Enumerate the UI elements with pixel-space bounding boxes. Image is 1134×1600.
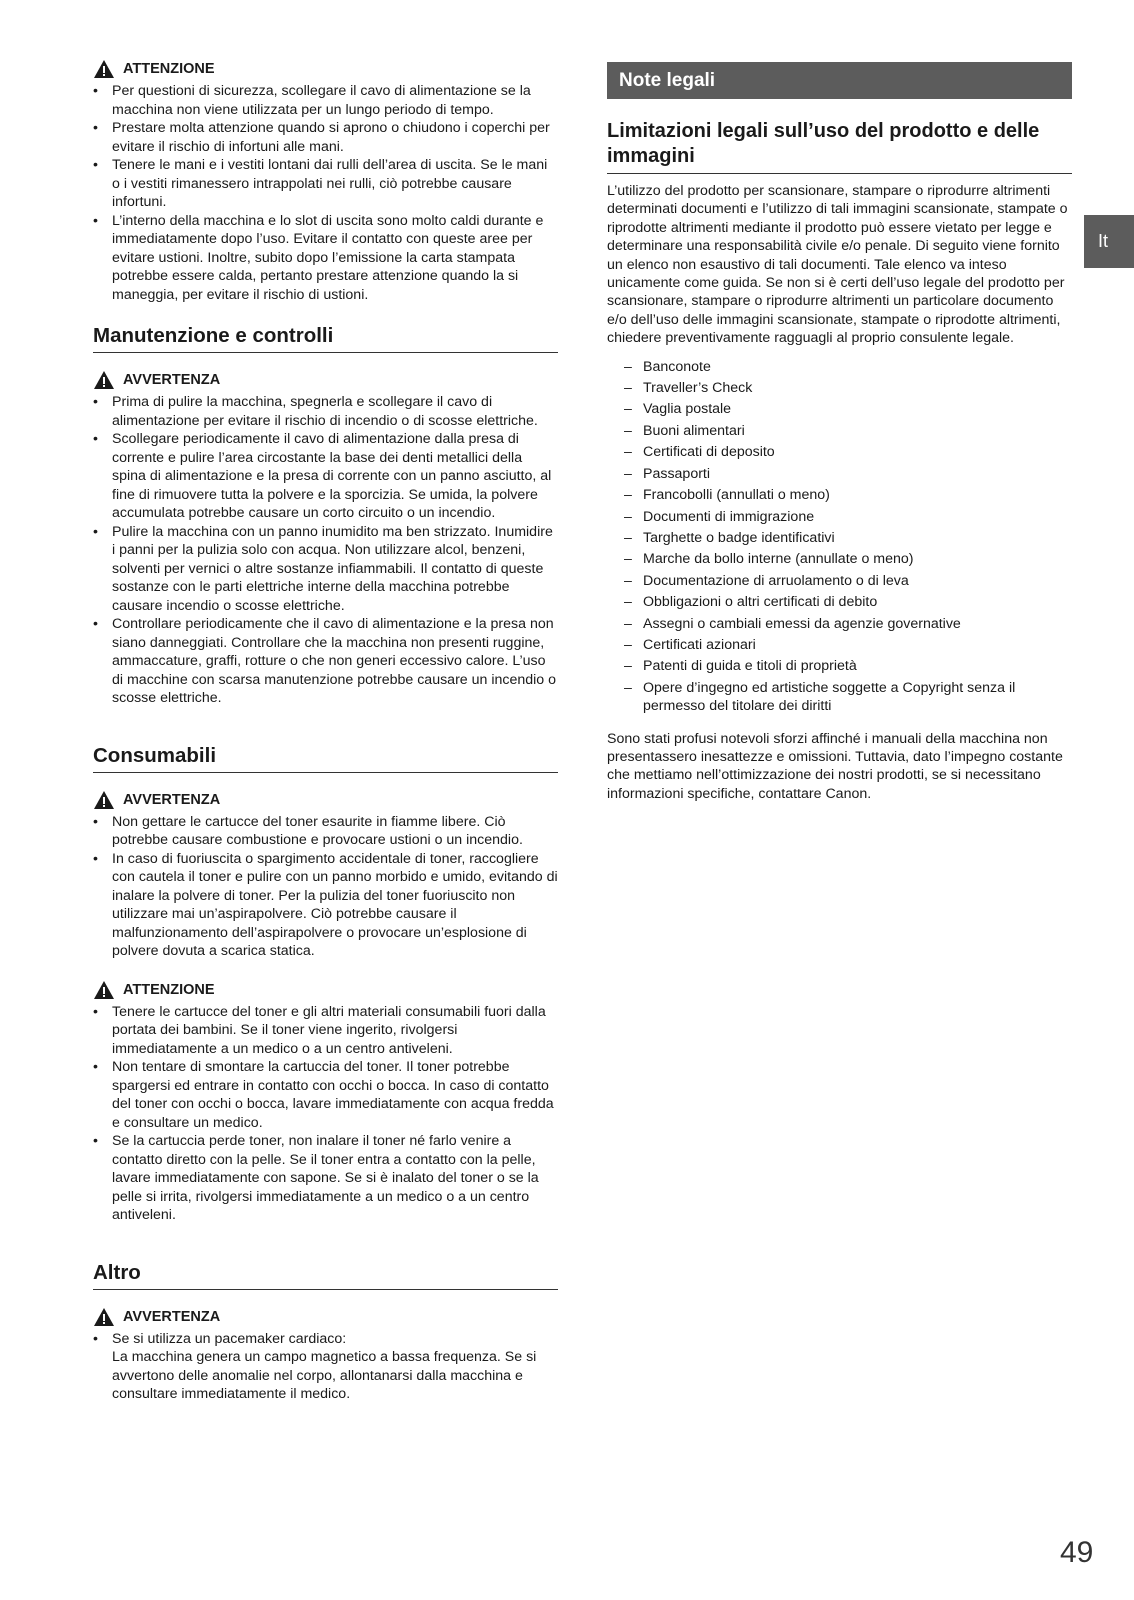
other-list (93, 1330, 558, 1404)
list-item: – Buoni alimentari (607, 422, 1072, 440)
section-subtitle: Limitazioni legali sull’uso del prodotto e delle immagini (607, 119, 1072, 174)
page-number: 49 (1060, 1536, 1094, 1569)
notice-label: AVVERTENZA (123, 372, 221, 388)
left-column (93, 58, 558, 1404)
section-banner: Note legali (607, 62, 1072, 99)
intro-paragraph: L’utilizzo del prodotto per scansionare, stampare o riprodurre altrimenti determinati documenti e l’utilizzo di tali immagini scansionate, stampate o riprodotte altrimenti mediante il prodotto può essere vietato per legge e determinare una responsabilità civile e/o penale. Di seguito viene fornito un elenco non esaustivo di tali documenti. Tale elenco va inteso unicamente come guida. Se non si è certi dell’uso legale del prodotto per scansionare, stampare o riprodurre altrimenti un particolare documento e/o dell’uso delle immagini scansionate, stampate o riprodotte altrimenti, chiedere preventivamente ragguagli al proprio consulente legale. (607, 183, 1068, 347)
caution-notice (93, 979, 558, 1001)
list-item: – Francobolli (annullati o meno) (607, 486, 1072, 504)
list-item: – Banconote (607, 358, 1072, 376)
section-title-maintenance: Manutenzione e controlli (93, 324, 558, 353)
list-item: – Traveller’s Check (607, 379, 1072, 397)
list-item: • In caso di fuoriuscita o spargimento accidentale di toner, raccogliere con cautela il toner e pulire con un panno morbido e umido, evitando di inalare la polvere di toner. Per la pulizia del toner fuoriuscito non utilizzare mai un’aspirapolvere. Ciò potrebbe causare il malfunzionamento dell’aspirapolvere o provocare un’esplosione di polvere dovuta a scarica statica. (93, 850, 558, 961)
list-item: • Prestare molta attenzione quando si aprono o chiudono i coperchi per evitare il rischio di infortuni alle mani. (93, 119, 558, 156)
list-item: • Per questioni di sicurezza, scollegare il cavo di alimentazione se la macchina non viene utilizzata per un lungo periodo di tempo. (93, 82, 558, 119)
list-item: – Documentazione di arruolamento o di leva (607, 572, 1072, 590)
list-item: – Targhette o badge identificativi (607, 529, 1072, 547)
notice-label: AVVERTENZA (123, 791, 221, 808)
closing-paragraph: Sono stati profusi notevoli sforzi affinché i manuali della macchina non presentassero inesattezze e omissioni. Tuttavia, dato l’impegno costante che mettiamo nell’ottimizzazione dei nostri prodotti, se si necessitano informazioni specifiche, contattare Canon. (607, 730, 1063, 802)
list-item: • Tenere le cartucce del toner e gli altri materiali consumabili fuori dalla portata dei bambini. Se il toner viene ingerito, rivolgersi immediatamente a un medico o a un centro antiveleni. (93, 1003, 558, 1059)
notice-label: AVVERTENZA (123, 1308, 221, 1325)
list-item: – Documenti di immigrazione (607, 508, 1072, 526)
list-item: – Certificati azionari (607, 636, 1072, 654)
warning-triangle-icon (93, 370, 115, 390)
list-item: – Patenti di guida e titoli di proprietà (607, 657, 1072, 675)
list-item: • Prima di pulire la macchina, spegnerla e scollegare il cavo di alimentazione per evitare il rischio di incendio o di scosse elettriche. (93, 393, 558, 430)
warning-triangle-icon (93, 790, 115, 810)
notice-label: ATTENZIONE (123, 981, 215, 998)
list-item: • Se la cartuccia perde toner, non inalare il toner né farlo venire a contatto diretto con la pelle. Se il toner entra a contatto con la pelle, lavare immediatamente con sapone. Se si è inalato del toner o se la pelle si irrita, rivolgersi immediatamente a un medico o a un centro antiveleni. (93, 1132, 558, 1225)
right-column (607, 58, 1072, 803)
section-title-other: Altro (93, 1261, 558, 1290)
list-item: • Se si utilizza un pacemaker cardiaco: La macchina genera un campo magnetico a bassa frequenza. Se si avvertono delle anomalie nel corpo, allontanarsi dalla macchina e consultare immediatamente il medico. (93, 1330, 558, 1404)
list-item: • Pulire la macchina con un panno inumidito ma ben strizzato. Inumidire i panni per la pulizia solo con acqua. Non utilizzare alcol, benzeni, solventi per vernici o altre sostanze infiammabili. Il contatto di queste sostanze con le parti elettriche interne della macchina potrebbe causare incendio o scosse elettriche. (93, 523, 558, 616)
warning-triangle-icon (93, 980, 115, 1000)
list-item: – Opere d’ingegno ed artistiche soggette a Copyright senza il permesso del titolare dei diritti (607, 679, 1072, 716)
list-item: – Certificati di deposito (607, 443, 1072, 461)
warning-triangle-icon (93, 1307, 115, 1327)
language-tab: It (1084, 215, 1134, 268)
list-item: • Non tentare di smontare la cartuccia del toner. Il toner potrebbe spargersi ed entrare in contatto con occhi o bocca. In caso di contatto del toner con occhi o bocca, lavare immediatamente con acqua fredda e consultare un medico. (93, 1058, 558, 1132)
warning-notice (93, 1306, 558, 1328)
warning-notice (93, 369, 558, 391)
consumables-caution-list (93, 1003, 558, 1225)
list-item: • Tenere le mani e i vestiti lontani dai rulli dell’area di uscita. Se le mani o i vestiti rimanessero intrappolati nei rulli, ciò potrebbe causare infortuni. (93, 156, 558, 212)
list-item: • Scollegare periodicamente il cavo di alimentazione dalla presa di corrente e pulire l’area circostante la base dei denti metallici della spina di alimentazione e la presa di corrente con un panno asciutto, al fine di rimuovere tutta la polvere e la sporcizia. Se umida, la polvere accumulata potrebbe causare un corto circuito o un incendio. (93, 430, 558, 523)
list-item: – Obbligazioni o altri certificati di debito (607, 593, 1072, 611)
restricted-documents-list (607, 358, 1072, 716)
list-item: • Non gettare le cartucce del toner esaurite in fiamme libere. Ciò potrebbe causare combustione e provocare ustioni o un incendio. (93, 813, 558, 850)
warning-triangle-icon (93, 59, 115, 79)
list-item: • Controllare periodicamente che il cavo di alimentazione e la presa non siano danneggiati. Controllare che la macchina non presenti ruggine, ammaccature, graffi, rotture o che non generi eccessivo calore. L’uso di macchine con scarsa manutenzione potrebbe causare un incendio o scosse elettriche. (93, 615, 558, 708)
consumables-warning-list (93, 813, 558, 961)
list-item: – Passaporti (607, 465, 1072, 483)
section-title-consumables: Consumabili (93, 744, 558, 773)
caution-list (93, 82, 558, 304)
list-item: – Assegni o cambiali emessi da agenzie governative (607, 615, 1072, 633)
notice-label: ATTENZIONE (123, 61, 215, 77)
list-item: – Marche da bollo interne (annullate o meno) (607, 550, 1072, 568)
caution-notice (93, 58, 558, 80)
warning-notice (93, 789, 558, 811)
list-item: • L’interno della macchina e lo slot di uscita sono molto caldi durante e immediatamente dopo l’uso. Evitare il contatto con queste aree per evitare ustioni. Inoltre, subito dopo l’emissione la carta stampata potrebbe essere calda, pertanto prestare attenzione quando la si maneggia, per evitare il rischio di ustioni. (93, 212, 558, 305)
list-item: – Vaglia postale (607, 400, 1072, 418)
maintenance-list (93, 393, 558, 708)
